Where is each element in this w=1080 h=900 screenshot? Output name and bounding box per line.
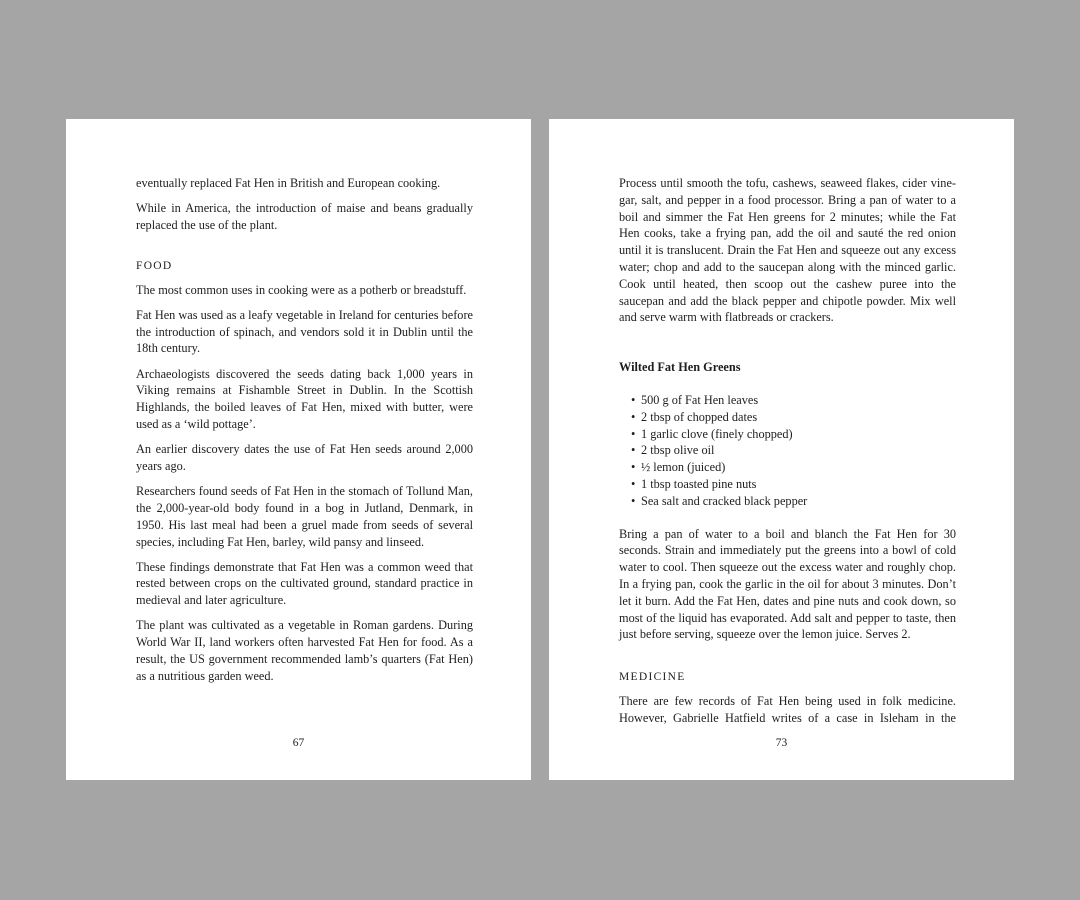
ingredient-item: • 2 tbsp olive oil — [631, 443, 715, 458]
paragraph: Fat Hen was used as a leafy vegetable in Ireland for centuries before the introduction of spinach, and vendors sold it in Dublin until the 18th century. — [136, 307, 473, 356]
paragraph: Archaeologists discovered the seeds dating back 1,000 years in Viking remains at Fishamble Street in Dublin. In the Scottish Highlands, the boiled leaves of Fat Hen, mixed with butter, were used as a ‘wild pottage’. — [136, 366, 473, 431]
bullet-icon: • — [631, 409, 636, 424]
paragraph: There are few records of Fat Hen being used in folk medicine. However, Gabrielle Hatfield writes of a case in Isleham in the — [619, 693, 956, 725]
recipe-title: Wilted Fat Hen Greens — [619, 360, 741, 375]
bullet-icon: • — [631, 443, 636, 458]
ingredient-item: • 500 g of Fat Hen leaves — [631, 392, 759, 407]
recipe-intro-paragraph: Process until smooth the tofu, cashews, seaweed flakes, cider vine-gar, salt, and pepper in a food processor. Bring a pan of water to a boil and simmer the Fat Hen greens for 2 minutes; while the Fat Hen cooks, take a frying pan, add the oil and sauté the red onion until it is translucent. Drain the Fat Hen and squeeze out any excess water; chop and add to the saucepan along with the minced garlic. Cook until heated, then scoop out the cashew puree into the saucepan and add the black pepper and chipotle powder. Mix well and serve warm with flatbreads or crackers. — [619, 176, 956, 325]
page-number: 73 — [775, 737, 788, 749]
paragraph: The most common uses in cooking were as a potherb or breadstuff. — [136, 282, 467, 297]
bullet-icon: • — [631, 493, 636, 508]
paragraph: While in America, the introduction of maise and beans gradually replaced the use of the plant. — [136, 201, 473, 232]
right-page-content — [619, 175, 956, 735]
paragraph: These findings demonstrate that Fat Hen was a common weed that rested between crops on the cultivated ground, standard practice in medieval and later agriculture. — [136, 559, 473, 608]
bullet-icon: • — [631, 460, 636, 475]
paragraph: The plant was cultivated as a vegetable in Roman gardens. During World War II, land workers often harvested Fat Hen for food. As a result, the US government recommended lamb’s quarters (Fat Hen) as a nutritious garden weed. — [136, 618, 473, 683]
left-page-content — [136, 175, 473, 693]
ingredients-list — [619, 392, 956, 510]
ingredient-item: • 1 tbsp toasted pine nuts — [631, 476, 757, 491]
ingredient-item: • Sea salt and cracked black pepper — [631, 493, 808, 508]
ingredient-item: • 1 garlic clove (finely chopped) — [631, 426, 793, 441]
page-number: 67 — [292, 737, 305, 749]
paragraph: An earlier discovery dates the use of Fat Hen seeds around 2,000 years ago. — [136, 442, 473, 473]
right-page — [549, 119, 1014, 780]
section-heading-medicine: MEDICINE — [619, 671, 686, 684]
paragraph: Researchers found seeds of Fat Hen in the stomach of Tollund Man, the 2,000-year-old body found in a bog in Jutland, Denmark, in 1950. His last meal had been a gruel made from seeds of several species, including Fat Hen, barley, wild pansy and linseed. — [136, 484, 473, 549]
bullet-icon: • — [631, 426, 636, 441]
ingredient-item: • ½ lemon (juiced) — [631, 460, 726, 475]
recipe-method-paragraph: Bring a pan of water to a boil and blanch the Fat Hen for 30 seconds. Strain and immediately put the greens into a bowl of cold water to cool. Then squeeze out the excess water and roughly chop. In a frying pan, cook the garlic in the oil for about 3 minutes. Don’t let it burn. Add the Fat Hen, dates and pine nuts and cook down, so most of the liquid has evaporated. Add salt and pepper to taste, then just before serving, squeeze over the lemon juice. Serves 2. — [619, 526, 956, 642]
bullet-icon: • — [631, 476, 636, 491]
ingredient-item: • 2 tbsp of chopped dates — [631, 409, 758, 424]
bullet-icon: • — [631, 392, 636, 407]
paragraph: eventually replaced Fat Hen in British and European cooking. — [136, 176, 441, 190]
left-page — [66, 119, 531, 780]
section-heading-food: FOOD — [136, 259, 173, 272]
